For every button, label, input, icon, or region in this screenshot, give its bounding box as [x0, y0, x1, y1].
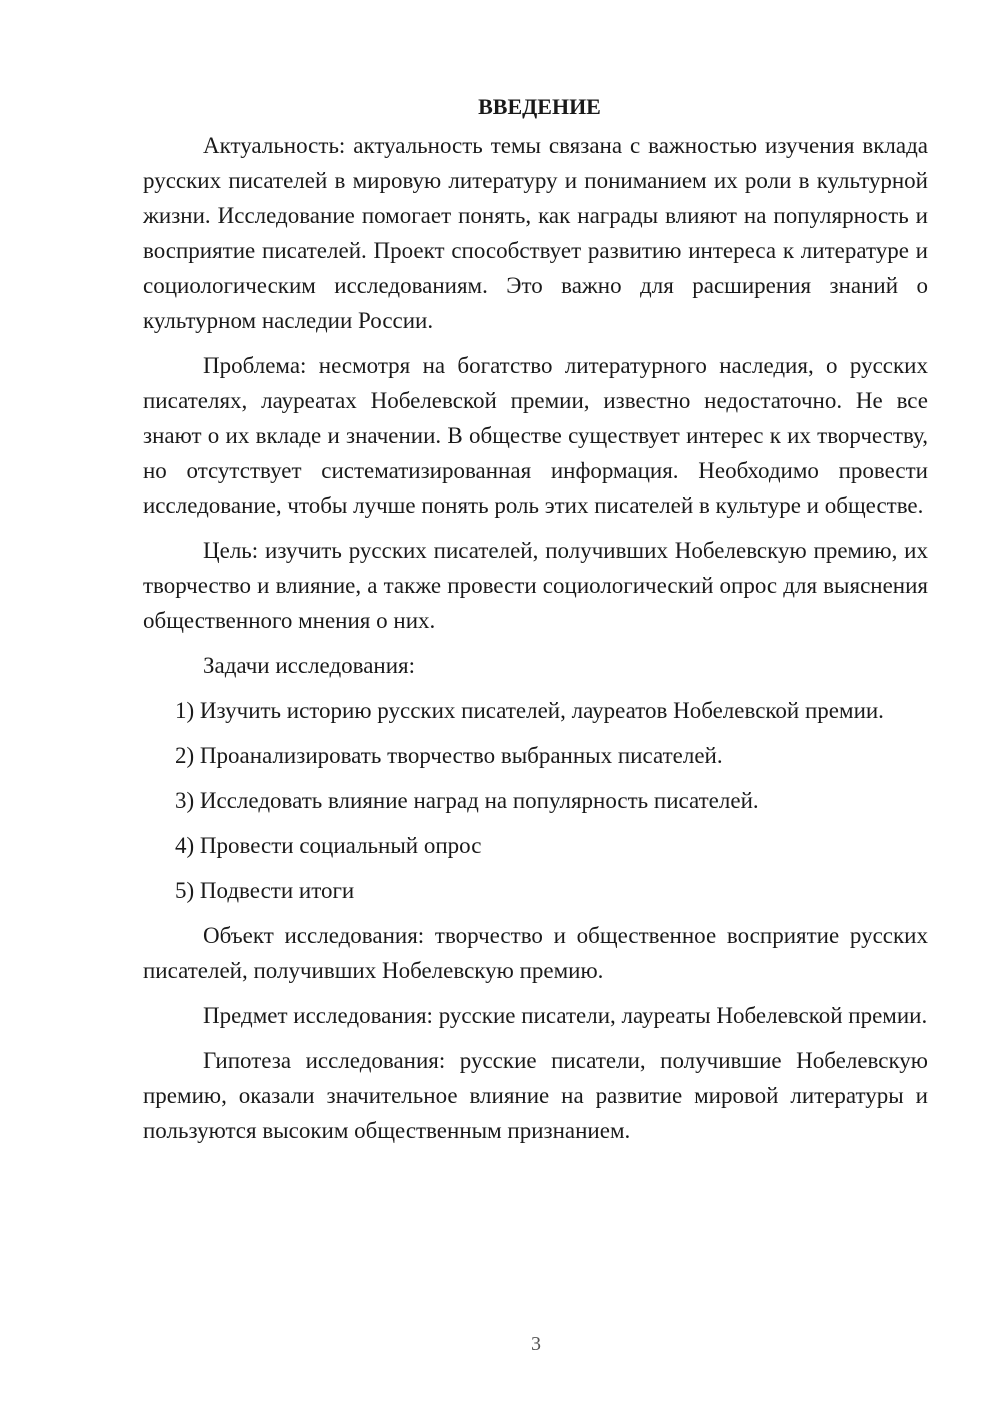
tasks-title: Задачи исследования: — [203, 653, 416, 678]
document-page — [143, 90, 928, 1158]
page-number: 3 — [531, 1333, 541, 1355]
object-paragraph: Объект исследования: творчество и общественное восприятие русских писателей, получивших Нобелевскую премию. — [143, 923, 928, 983]
problem-paragraph: Проблема: несмотря на богатство литературного наследия, о русских писателях, лауреатах Нобелевской премии, известно недостаточно. Не все знают о их вкладе и значении. В обществе существует интерес к их творчеству, но отсутствует систематизированная информация. Необходимо провести исследование, чтобы лучше понять роль этих писателей в культуре и обществе. — [143, 353, 928, 518]
task-item-1: 1) Изучить историю русских писателей, лауреатов Нобелевской премии. — [175, 698, 884, 723]
relevance-paragraph: Актуальность: актуальность темы связана с важностью изучения вклада русских писателей в мировую литературу и пониманием их роли в культурной жизни. Исследование помогает понять, как награды влияют на популярность и восприятие писателей. Проект способствует развитию интереса к литературе и социологическим исследованиям. Это важно для расширения знаний о культурном наследии России. — [143, 133, 928, 333]
subject-paragraph: Предмет исследования: русские писатели, лауреаты Нобелевской премии. — [203, 1003, 928, 1028]
task-item-3: 3) Исследовать влияние наград на популярность писателей. — [175, 788, 759, 813]
task-item-2: 2) Проанализировать творчество выбранных писателей. — [175, 743, 723, 768]
section-heading: ВВЕДЕНИЕ — [478, 94, 601, 119]
task-item-4: 4) Провести социальный опрос — [175, 833, 482, 858]
goal-paragraph: Цель: изучить русских писателей, получивших Нобелевскую премию, их творчество и влияние, а также провести социологический опрос для выяснения общественного мнения о них. — [143, 538, 928, 633]
hypothesis-paragraph: Гипотеза исследования: русские писатели, получившие Нобелевскую премию, оказали значительное влияние на развитие мировой литературы и пользуются высоким общественным признанием. — [143, 1048, 928, 1143]
task-item-5: 5) Подвести итоги — [175, 878, 355, 903]
